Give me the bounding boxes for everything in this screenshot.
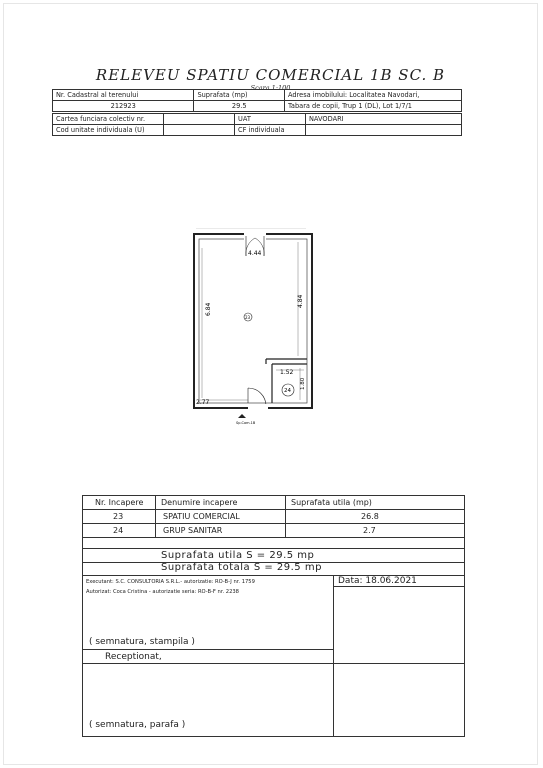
- floor-plan: [186, 228, 326, 433]
- uat-value: NAVODARI: [306, 114, 462, 125]
- row-area: 26.8: [361, 512, 379, 521]
- uat-label: UAT: [235, 114, 306, 125]
- semnatura-parafa: ( semnatura, parafa ): [89, 720, 186, 730]
- dim-top: 4.44: [248, 250, 262, 257]
- dim-bottom: 2.77: [196, 399, 210, 406]
- room-24-label: 24: [284, 388, 291, 394]
- cf-value: [306, 125, 462, 136]
- data-text: Data: 18.06.2021: [338, 576, 417, 586]
- table-row: [83, 510, 464, 524]
- suprafata-totala: Suprafata totala S = 29.5 mp: [161, 562, 322, 573]
- cf-info-table: [52, 113, 462, 136]
- cadastral-value: 212923: [53, 101, 194, 112]
- cod-value: [164, 125, 235, 136]
- adresa-value: Tabara de copii, Trup 1 (DL), Lot 1/7/1: [285, 101, 462, 112]
- carte-label: Cartea funciara colectiv nr.: [53, 114, 164, 125]
- dim-left: 6.84: [205, 302, 212, 316]
- cadastral-label: Nr. Cadastral al terenului: [53, 90, 194, 101]
- suprafata-value: 29.5: [194, 101, 285, 112]
- row-name: SPATIU COMERCIAL: [163, 512, 240, 521]
- header-suprafata: Suprafata utila (mp): [291, 498, 372, 507]
- row-area: 2.7: [363, 526, 376, 535]
- carte-value: [164, 114, 235, 125]
- dim-wc-height: 1.80: [300, 377, 306, 390]
- row-nr: 24: [113, 526, 124, 535]
- receptionat-label: Receptionat,: [105, 652, 162, 662]
- autorizat-text: Autorizat: Coca Cristina - autorizatie seria: RO-B-F nr. 2238: [86, 589, 239, 595]
- outer-wall: [194, 234, 312, 408]
- rooms-header-row: [83, 496, 464, 510]
- dim-wc-width: 1.52: [280, 369, 294, 376]
- document-title: RELEVEU SPATIU COMERCIAL 1B SC. B: [95, 66, 446, 84]
- wc-partition: [266, 359, 307, 364]
- table-row: [83, 524, 464, 538]
- cod-label: Cod unitate individuala (U): [53, 125, 164, 136]
- dim-right: 4.84: [297, 294, 304, 308]
- scale-label: Scara 1:100: [250, 84, 291, 92]
- suprafata-utila: Suprafata utila S = 29.5 mp: [161, 550, 315, 561]
- room-23-label: 23: [245, 315, 251, 320]
- inner-wall: [199, 239, 307, 403]
- row-nr: 23: [113, 512, 124, 521]
- header-denumire: Denumire incapere: [161, 498, 238, 507]
- header-nr: Nr. Incapere: [95, 498, 144, 507]
- row-name: GRUP SANITAR: [163, 526, 223, 535]
- entrance-label: Sp.Com.1B: [236, 421, 256, 425]
- suprafata-label: Suprafata (mp): [194, 90, 285, 101]
- cf-label: CF individuala: [235, 125, 306, 136]
- adresa-label: Adresa imobilului: Localitatea Navodari,: [285, 90, 462, 101]
- spacer-row: [83, 538, 464, 549]
- executant-text: Executant: S.C. CONSULTORIA S.R.L.- autorizatie: RO-B-J nr. 1759: [86, 579, 255, 585]
- cadastral-info-table: [52, 89, 462, 112]
- rooms-table: [82, 495, 465, 737]
- entrance-arrow-icon: [238, 414, 246, 418]
- semnatura-stampila: ( semnatura, stampila ): [89, 637, 195, 647]
